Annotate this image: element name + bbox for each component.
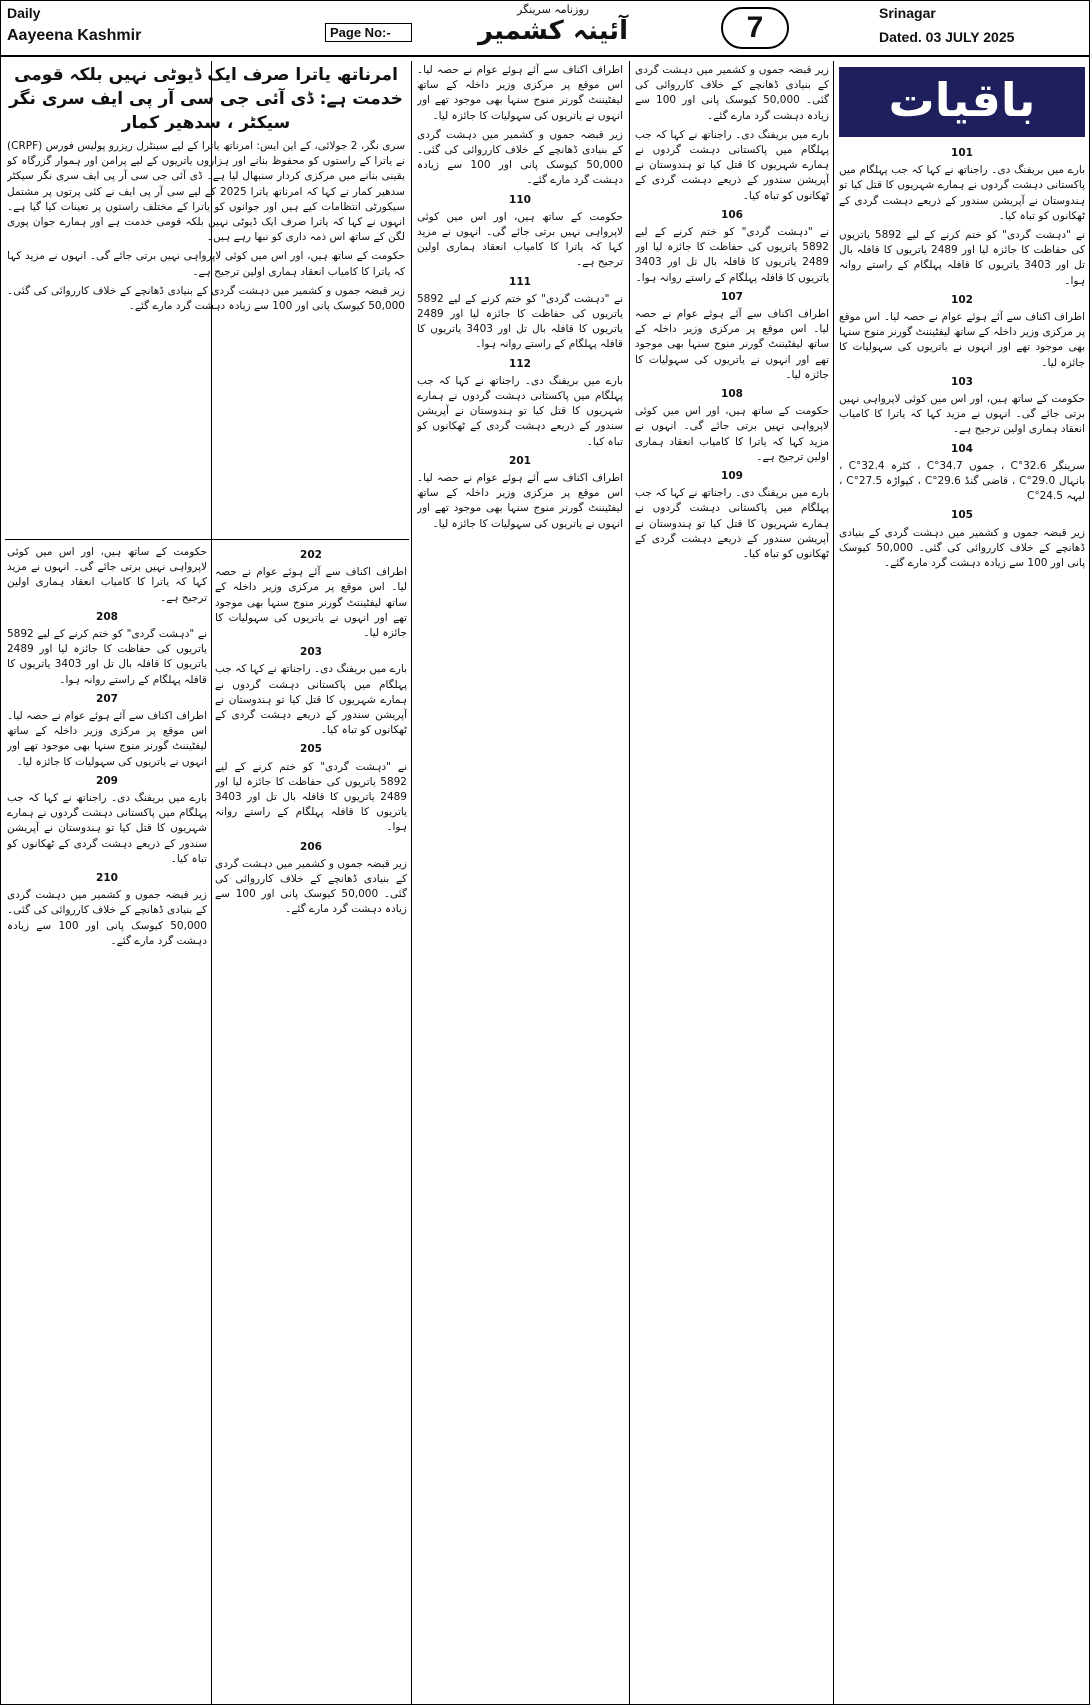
story-number: 206 [300,840,322,853]
story-text: نے "دہشت گردی" کو ختم کرنے کے لیے 5892 یاتریوں کی حفاظت کا جائزہ لیا اور 2489 یاتریوں کا قافلہ بال تل اور 3403 یاتریوں کا قافلہ پہلگام کے راستے روانہ ہوا۔ [215,760,407,834]
logo-title: آئینہ کشمیر [478,16,628,46]
story-text: حکومت کے ساتھ ہیں، اور اس میں کوئی لاپرواہی نہیں برتی جائے گی۔ انہوں نے مزید کہا کہ یاترا کا کامیاب انعقاد ہماری اولین ترجیح ہے۔ [839,393,1085,436]
urdu-logo [463,3,643,53]
page-number: 7 [721,7,789,49]
story-text: زیر قبضہ جموں و کشمیر میں دہشت گردی کے بنیادی ڈھانچے کے خلاف کارروائی کی گئی۔ 50,000 کیوسک پانی اور 100 سے زیادہ دہشت گرد مارے گئے۔ [215,857,407,916]
story-text: نے "دہشت گردی" کو ختم کرنے کے لیے 5892 یاتریوں کی حفاظت کا جائزہ لیا اور 2489 یاتریوں کا قافلہ بال تل اور 3403 یاتریوں کا قافلہ پہلگام کے راستے روانہ ہوا۔ [839,229,1085,287]
story-number: 106 [721,208,743,221]
story-text: اطراف اکناف سے آئے ہوئے عوام نے حصہ لیا۔ اس موقع پر مرکزی وزیر داخلہ کے ساتھ لیفٹیننٹ گورنر منوج سنہا بھی موجود تھے اور انہوں نے یاتریوں کی سہولیات کا جائزہ لیا۔ [215,566,407,640]
city-label: Srinagar [879,5,936,21]
story-number: 110 [509,193,531,206]
story-text: بارے میں بریفنگ دی۔ راجناتھ نے کہا کہ جب پہلگام میں پاکستانی دہشت گردوں نے ہمارے شہریوں کا قتل کیا تو ہندوستان نے آپریشن سندور کے ذریعے دہشت گردی کے ٹھکانوں کو تباہ کیا۔ [7,792,207,865]
story-text: زیر قبضہ جموں و کشمیر میں دہشت گردی کے بنیادی ڈھانچے کے خلاف کارروائی کی گئی۔ 50,000 کیوسک پانی اور 100 سے زیادہ دہشت گرد مارے گئے۔ [7,889,207,947]
paper-name: Aayeena Kashmir [7,27,142,44]
lead-story [7,63,405,533]
daily-label: Daily [7,5,41,21]
story-number: 107 [721,290,743,303]
story-text: حکومت کے ساتھ ہیں، اور اس میں کوئی لاپرواہی نہیں برتی جائے گی۔ انہوں نے مزید کہا کہ یاترا کا کامیاب انعقاد ہماری اولین ترجیح ہے۔ [7,546,207,604]
story-text: نے "دہشت گردی" کو ختم کرنے کے لیے 5892 یاتریوں کی حفاظت کا جائزہ لیا اور 2489 یاتریوں کا قافلہ بال تل اور 3403 یاتریوں کا قافلہ پہلگام کے راستے روانہ ہوا۔ [635,226,829,284]
page-no-label: Page No:- [325,23,412,42]
story-number: 203 [300,646,322,659]
story-text: بارے میں بریفنگ دی۔ راجناتھ نے کہا کہ جب پہلگام میں پاکستانی دہشت گردوں نے ہمارے شہریوں کا قتل کیا تو ہندوستان نے آپریشن سندور کے ذریعے دہشت گردی کے ٹھکانوں کو تباہ کیا۔ [839,164,1085,222]
column-2 [635,63,829,1698]
story-text: حکومت کے ساتھ ہیں، اور اس میں کوئی لاپرواہی نہیں برتی جائے گی۔ انہوں نے مزید کہا کہ یاترا کا کامیاب انعقاد ہماری اولین ترجیح ہے۔ [7,250,405,278]
story-number: 209 [96,774,118,787]
story-number: 111 [509,275,531,288]
story-number: 210 [96,872,118,885]
weather-text: سرینگر 32.6°C ، جموں 34.7°C ، کٹرہ 32.4°C ، بانہال 29.0°C ، قاضی گنڈ 29.6°C ، کپواڑہ 27.5°C ، لیہہ 24.5°C [839,459,1085,503]
story-text: حکومت کے ساتھ ہیں، اور اس میں کوئی لاپرواہی نہیں برتی جائے گی۔ انہوں نے مزید کہا کہ یاترا کا کامیاب انعقاد ہماری اولین ترجیح ہے۔ [417,210,623,269]
story-text: بارے میں بریفنگ دی۔ راجناتھ نے کہا کہ جب پہلگام میں پاکستانی دہشت گردوں نے ہمارے شہریوں کا قتل کیا تو ہندوستان نے آپریشن سندور کے ذریعے دہشت گردی کے ٹھکانوں کو تباہ کیا۔ [215,663,407,737]
story-number: 104 [951,442,973,455]
story-text: اطراف اکناف سے آئے ہوئے عوام نے حصہ لیا۔ اس موقع پر مرکزی وزیر داخلہ کے ساتھ لیفٹیننٹ گورنر منوج سنہا بھی موجود تھے اور انہوں نے یاتریوں کی سہولیات کا جائزہ لیا۔ [7,710,207,768]
story-number: 207 [96,692,118,705]
column-1 [839,143,1085,1698]
story-text: زیر قبضہ جموں و کشمیر میں دہشت گردی کے بنیادی ڈھانچے کے خلاف کارروائی کی گئی۔ 50,000 کیوسک پانی اور 100 سے زیادہ دہشت گرد مارے گئے۔ [839,526,1085,570]
story-text: اطراف اکناف سے آئے ہوئے عوام نے حصہ لیا۔ اس موقع پر مرکزی وزیر داخلہ کے ساتھ لیفٹیننٹ گورنر منوج سنہا بھی موجود تھے اور انہوں نے یاتریوں کی سہولیات کا جائزہ لیا۔ [839,311,1085,369]
story-text: بارے میں بریفنگ دی۔ راجناتھ نے کہا کہ جب پہلگام میں پاکستانی دہشت گردوں نے ہمارے شہریوں کا قتل کیا تو ہندوستان نے آپریشن سندور کے ذریعے دہشت گردی کے ٹھکانوں کو تباہ کیا۔ [635,487,829,561]
date-label: Dated. 03 JULY 2025 [879,29,1015,45]
masthead [1,1,1090,57]
story-text: زیر قبضہ جموں و کشمیر میں دہشت گردی کے بنیادی ڈھانچے کے خلاف کارروائی کی گئی۔ 50,000 کیوسک پانی اور 100 سے زیادہ دہشت گرد مارے گئے۔ [417,128,623,187]
story-text: نے "دہشت گردی" کو ختم کرنے کے لیے 5892 یاتریوں کی حفاظت کا جائزہ لیا اور 2489 یاتریوں کا قافلہ بال تل اور 3403 یاتریوں کا قافلہ پہلگام کے راستے روانہ ہوا۔ [7,628,207,686]
story-number: 109 [721,470,743,483]
story-number: 105 [951,509,973,522]
story-number: 108 [721,388,743,401]
story-text: اطراف اکناف سے آئے ہوئے عوام نے حصہ لیا۔ اس موقع پر مرکزی وزیر داخلہ کے ساتھ لیفٹیننٹ گورنر منوج سنہا بھی موجود تھے اور انہوں نے یاتریوں کی سہولیات کا جائزہ لیا۔ [417,472,623,530]
story-number: 202 [300,549,322,561]
story-number: 112 [509,357,531,370]
story-text: زیر قبضہ جموں و کشمیر میں دہشت گردی کے بنیادی ڈھانچے کے خلاف کارروائی کی گئی۔ 50,000 کیوسک پانی اور 100 سے زیادہ دہشت گرد مارے گئے۔ [635,64,829,122]
story-text: نے "دہشت گردی" کو ختم کرنے کے لیے 5892 یاتریوں کی حفاظت کا جائزہ لیا اور 2489 یاتریوں کا قافلہ بال تل اور 3403 یاتریوں کا قافلہ پہلگام کے راستے روانہ ہوا۔ [417,292,623,351]
story-number: 101 [951,147,973,159]
column-5 [7,545,207,1700]
story-text: زیر قبضہ جموں و کشمیر میں دہشت گردی کے بنیادی ڈھانچے کے خلاف کارروائی کی گئی۔ 50,000 کیوسک پانی اور 100 سے زیادہ دہشت گرد مارے گئے۔ [7,284,405,313]
section-banner: باقیات [839,67,1085,137]
story-text: اطراف اکناف سے آئے ہوئے عوام نے حصہ لیا۔ اس موقع پر مرکزی وزیر داخلہ کے ساتھ لیفٹیننٹ گورنر منوج سنہا بھی موجود تھے اور انہوں نے یاتریوں کی سہولیات کا جائزہ لیا۔ [417,64,623,122]
column-4 [215,545,407,1700]
story-number: 208 [96,610,118,623]
lead-headline: امرناتھ یاترا صرف ایک ڈیوٹی نہیں بلکہ قومی خدمت ہے: ڈی آئی جی سی آر پی ایف سری نگر سیکٹر ، سدھیر کمار [9,65,403,133]
column-3 [417,63,623,1698]
story-text: بارے میں بریفنگ دی۔ راجناتھ نے کہا کہ جب پہلگام میں پاکستانی دہشت گردوں نے ہمارے شہریوں کا قتل کیا تو ہندوستان نے آپریشن سندور کے ذریعے دہشت گردی کے ٹھکانوں کو تباہ کیا۔ [417,374,623,448]
logo-subtitle: روزنامہ سرینگر [517,3,589,16]
story-text: بارے میں بریفنگ دی۔ راجناتھ نے کہا کہ جب پہلگام میں پاکستانی دہشت گردوں نے ہمارے شہریوں کا قتل کیا تو ہندوستان نے آپریشن سندور کے ذریعے دہشت گردی کے ٹھکانوں کو تباہ کیا۔ [635,128,829,202]
lead-body: سری نگر، 2 جولائی، کے این ایس: امرناتھ یاترا کے لیے سینٹرل ریزرو پولیس فورس (CRPF) نے یاترا کے راستوں کو محفوظ بنانے اور ہزاروں یاتریوں کے لیے پرامن اور ہموار گزرگاہ کو یقینی بنانے میں مرکزی کردار سنبھال لیا ہے۔ ڈی آئی جی سی آر پی ایف سری نگر سیکٹر سدھیر کمار نے کہا کہ امرناتھ یاترا 2025 کے لیے سی آر پی ایف نے کئی پرتوں پر مشتمل سیکورٹی انتظامات کیے ہیں اور جوانوں کو یاترا کے مختلف راستوں پر تعینات کیا گیا ہے۔ انہوں نے کہا کہ یاترا صرف ایک ڈیوٹی نہیں بلکہ قومی خدمت ہے اور ہمارے جوان پوری لگن کے ساتھ اس ذمہ داری کو نبھا رہے ہیں۔ [7,140,405,244]
story-text: حکومت کے ساتھ ہیں، اور اس میں کوئی لاپرواہی نہیں برتی جائے گی۔ انہوں نے مزید کہا کہ یاترا کا کامیاب انعقاد ہماری اولین ترجیح ہے۔ [635,405,829,463]
story-text: اطراف اکناف سے آئے ہوئے عوام نے حصہ لیا۔ اس موقع پر مرکزی وزیر داخلہ کے ساتھ لیفٹیننٹ گورنر منوج سنہا بھی موجود تھے اور انہوں نے یاتریوں کی سہولیات کا جائزہ لیا۔ [635,308,829,381]
story-number: 205 [300,743,322,756]
story-number: 102 [951,293,973,306]
story-number: 103 [951,375,973,388]
story-number: 201 [509,454,531,467]
